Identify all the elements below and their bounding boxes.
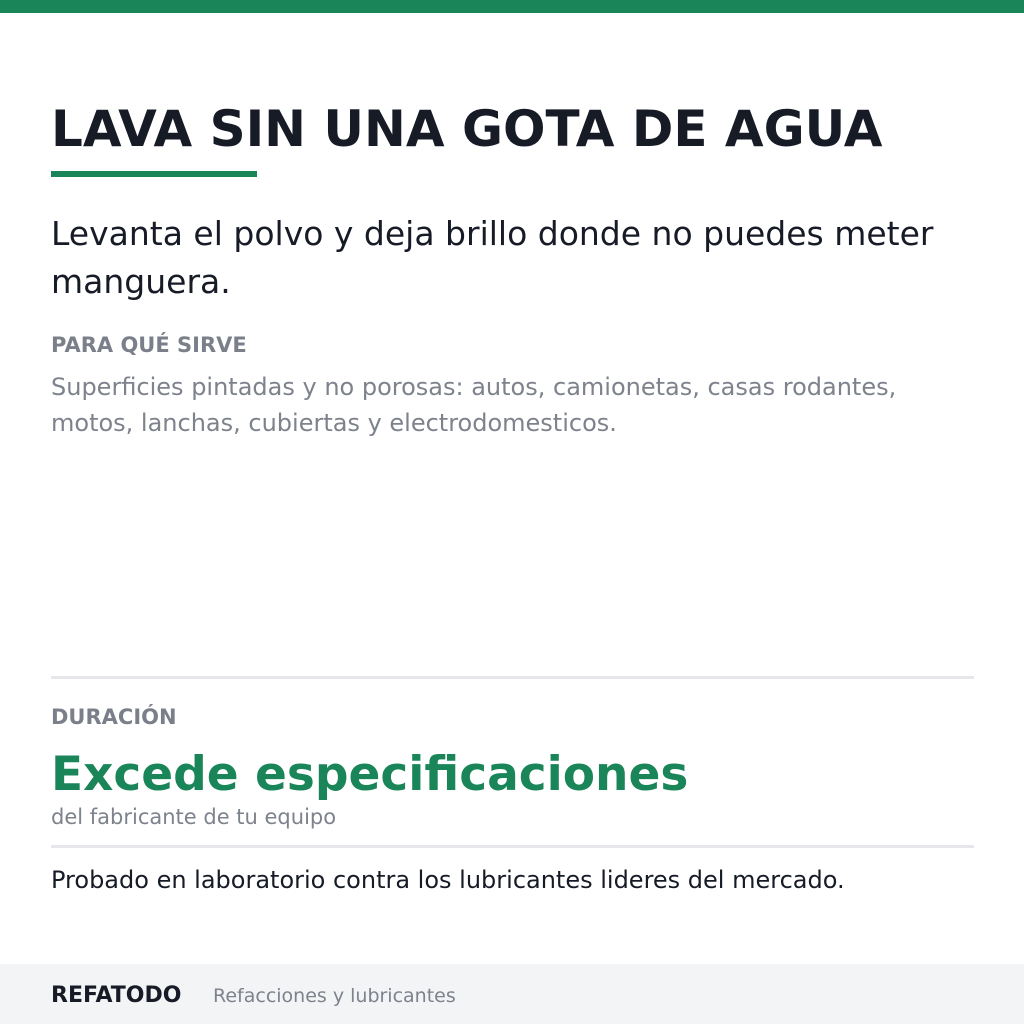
footer-brand: REFATODO (51, 983, 182, 1008)
divider (51, 845, 974, 848)
tested-text: Probado en laboratorio contra los lubricantes lideres del mercado. (51, 866, 845, 894)
subheadline: Levanta el polvo y deja brillo donde no puedes meter manguera. (51, 214, 934, 301)
headline: LAVA SIN UNA GOTA DE AGUA (51, 100, 883, 158)
top-accent-bar (0, 0, 1024, 13)
headline-underline (51, 171, 257, 177)
duration-subtext: del fabricante de tu equipo (51, 805, 337, 829)
uses-label: PARA QUÉ SIRVE (51, 333, 247, 357)
duration-value: Excede especificaciones (51, 747, 689, 802)
duration-label: DURACIÓN (51, 705, 177, 729)
uses-text: Superficies pintadas y no porosas: autos, camionetas, casas rodantes, motos, lanchas, cubiertas y electrodomesticos. (51, 373, 897, 437)
divider (51, 676, 974, 679)
footer-tagline: Refacciones y lubricantes (213, 985, 456, 1007)
